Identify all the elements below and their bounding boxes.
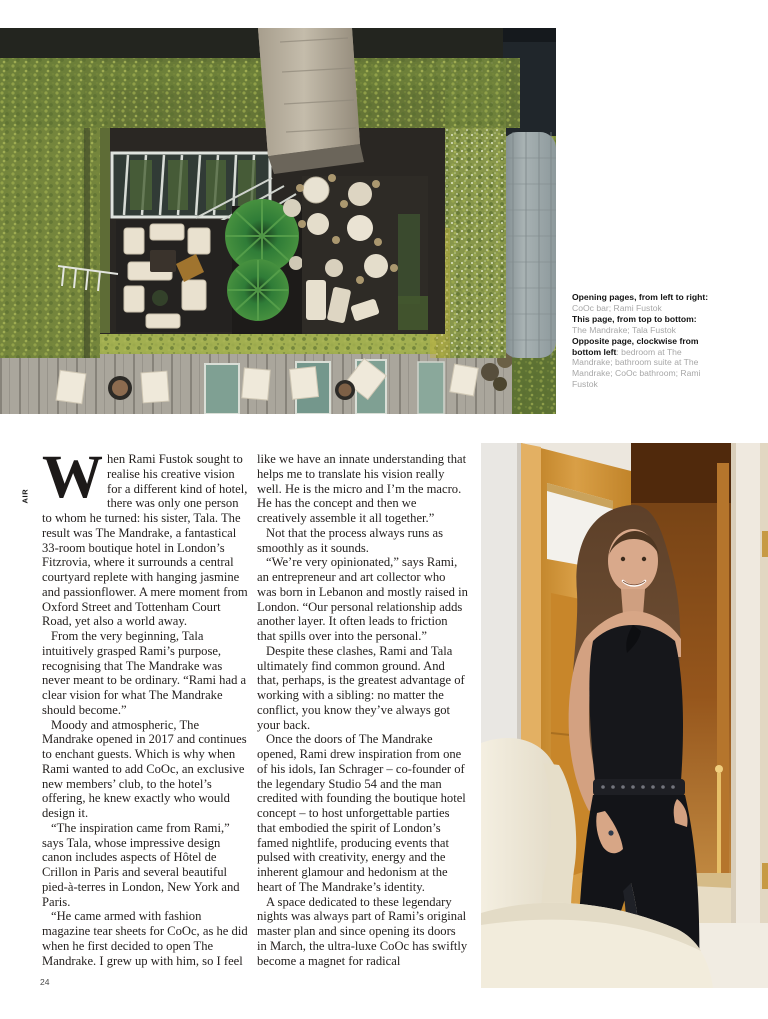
- article-paragraph: Once the doors of The Mandrake opened, Rami drew inspiration from one of his idols, Ian Schrager – co-founder of the legendary Studio 54 and the man credited with founding the boutique hotel concept – to host unforgettable parties that embodied the spirit of London’s famed nightlife, producing events that pulsed with creativity, energy and the inherent glamour and hedonism at the heart of The Mandrake’s identity.: [257, 732, 466, 894]
- article-paragraph: “The inspiration came from Rami,” says Tala, whose impressive design canon includes aspects of Hôtel de Crillon in Paris and several beautiful pied-à-terres in London, New York and Paris.: [42, 820, 240, 909]
- article-column-1: [42, 444, 248, 968]
- caption-text: The Mandrake; Tala Fustok: [572, 324, 676, 335]
- rooftop-photo-illustration: [0, 28, 556, 414]
- caption-text: CoOc bar; Rami Fustok: [572, 302, 662, 313]
- article-paragraph: “He came armed with fashion magazine tear sheets for CoOc, as he did when he first decided to open The Mandrake. I grew up with him, so I feel: [42, 909, 248, 968]
- caption-opening-pages: [572, 292, 710, 314]
- page-number: 24: [40, 977, 50, 987]
- portrait-photo: [481, 443, 768, 988]
- article-paragraph: A space dedicated to these legendary nights was always part of Rami’s original master plan and since opening its doors in March, the ultra-luxe CoOc has swiftly become a magnet for radical: [257, 894, 468, 968]
- portrait-photo-illustration: [481, 443, 768, 988]
- article-paragraph: From the very beginning, Tala intuitively grasped Rami’s purpose, recognising that The Mandrake was never meant to be ordinary. “Rami had a clear vision for what The Mandrake should become.”: [42, 629, 247, 717]
- section-label-air: AIR: [20, 488, 30, 504]
- fern-bed: [225, 199, 303, 334]
- article-paragraph: “We’re very opinionated,” says Rami, an entrepreneur and art collector who was born in Lebanon and mostly raised in London. “Our personal relationship adds another layer. It often leads to friction that spills over into the personal.”: [257, 555, 468, 643]
- caption-this-page: [572, 314, 710, 336]
- article-paragraph: [42, 444, 248, 629]
- rooftop-photo: [0, 28, 556, 414]
- photo-captions: [572, 292, 710, 390]
- caption-text: : bedroom at The Mandrake; bathroom suite at The Mandrake; CoOc bathroom; Rami Fustok: [572, 346, 701, 390]
- dining-terrace: [296, 174, 428, 334]
- caption-opposite-page: [572, 336, 710, 391]
- caption-lead: This page, from top to bottom:: [572, 313, 697, 324]
- paragraph-text: hen Rami Fustok sought to realise his creative vision for a different kind of hotel, there was only one person to whom he turned: his sister, Tala. The result was The Mandrake, a fantastical 33-room boutique hotel in London’s Fitzrovia, where it surrounds a central courtyard replete with hanging jasmine and passionflower. A mere moment from Oxford Street and Tottenham Court Road, yet also a world away.: [42, 452, 248, 629]
- article-column-2: [257, 452, 468, 968]
- courtyard-seating: [116, 220, 234, 332]
- article-paragraph: Not that the process always runs as smoothly as it sounds.: [257, 525, 443, 555]
- white-door-right: [731, 443, 768, 988]
- caption-lead: Opposite page, clockwise from bottom left: [572, 335, 699, 357]
- drop-cap: W: [42, 444, 102, 511]
- article-paragraph: Moody and atmospheric, The Mandrake opened in 2017 and continues to enchant guests. Which is why when Rami wanted to add CoOc, an exclusive new members’ club, to the hotel’s offering, he knew exactly who would design it.: [42, 717, 247, 820]
- article-paragraph: like we have an innate understanding that helps me to translate his vision really well. He is the micro and I’m the macro. He has the concept and then we creatively assemble it all together.”: [257, 452, 467, 525]
- caption-lead: Opening pages, from left to right:: [572, 292, 709, 302]
- article-paragraph: Despite these clashes, Rami and Tala ultimately find common ground. And that, perhaps, is the greatest advantage of working with a sibling: no matter the conflict, you know they’ve always got your back.: [257, 643, 465, 732]
